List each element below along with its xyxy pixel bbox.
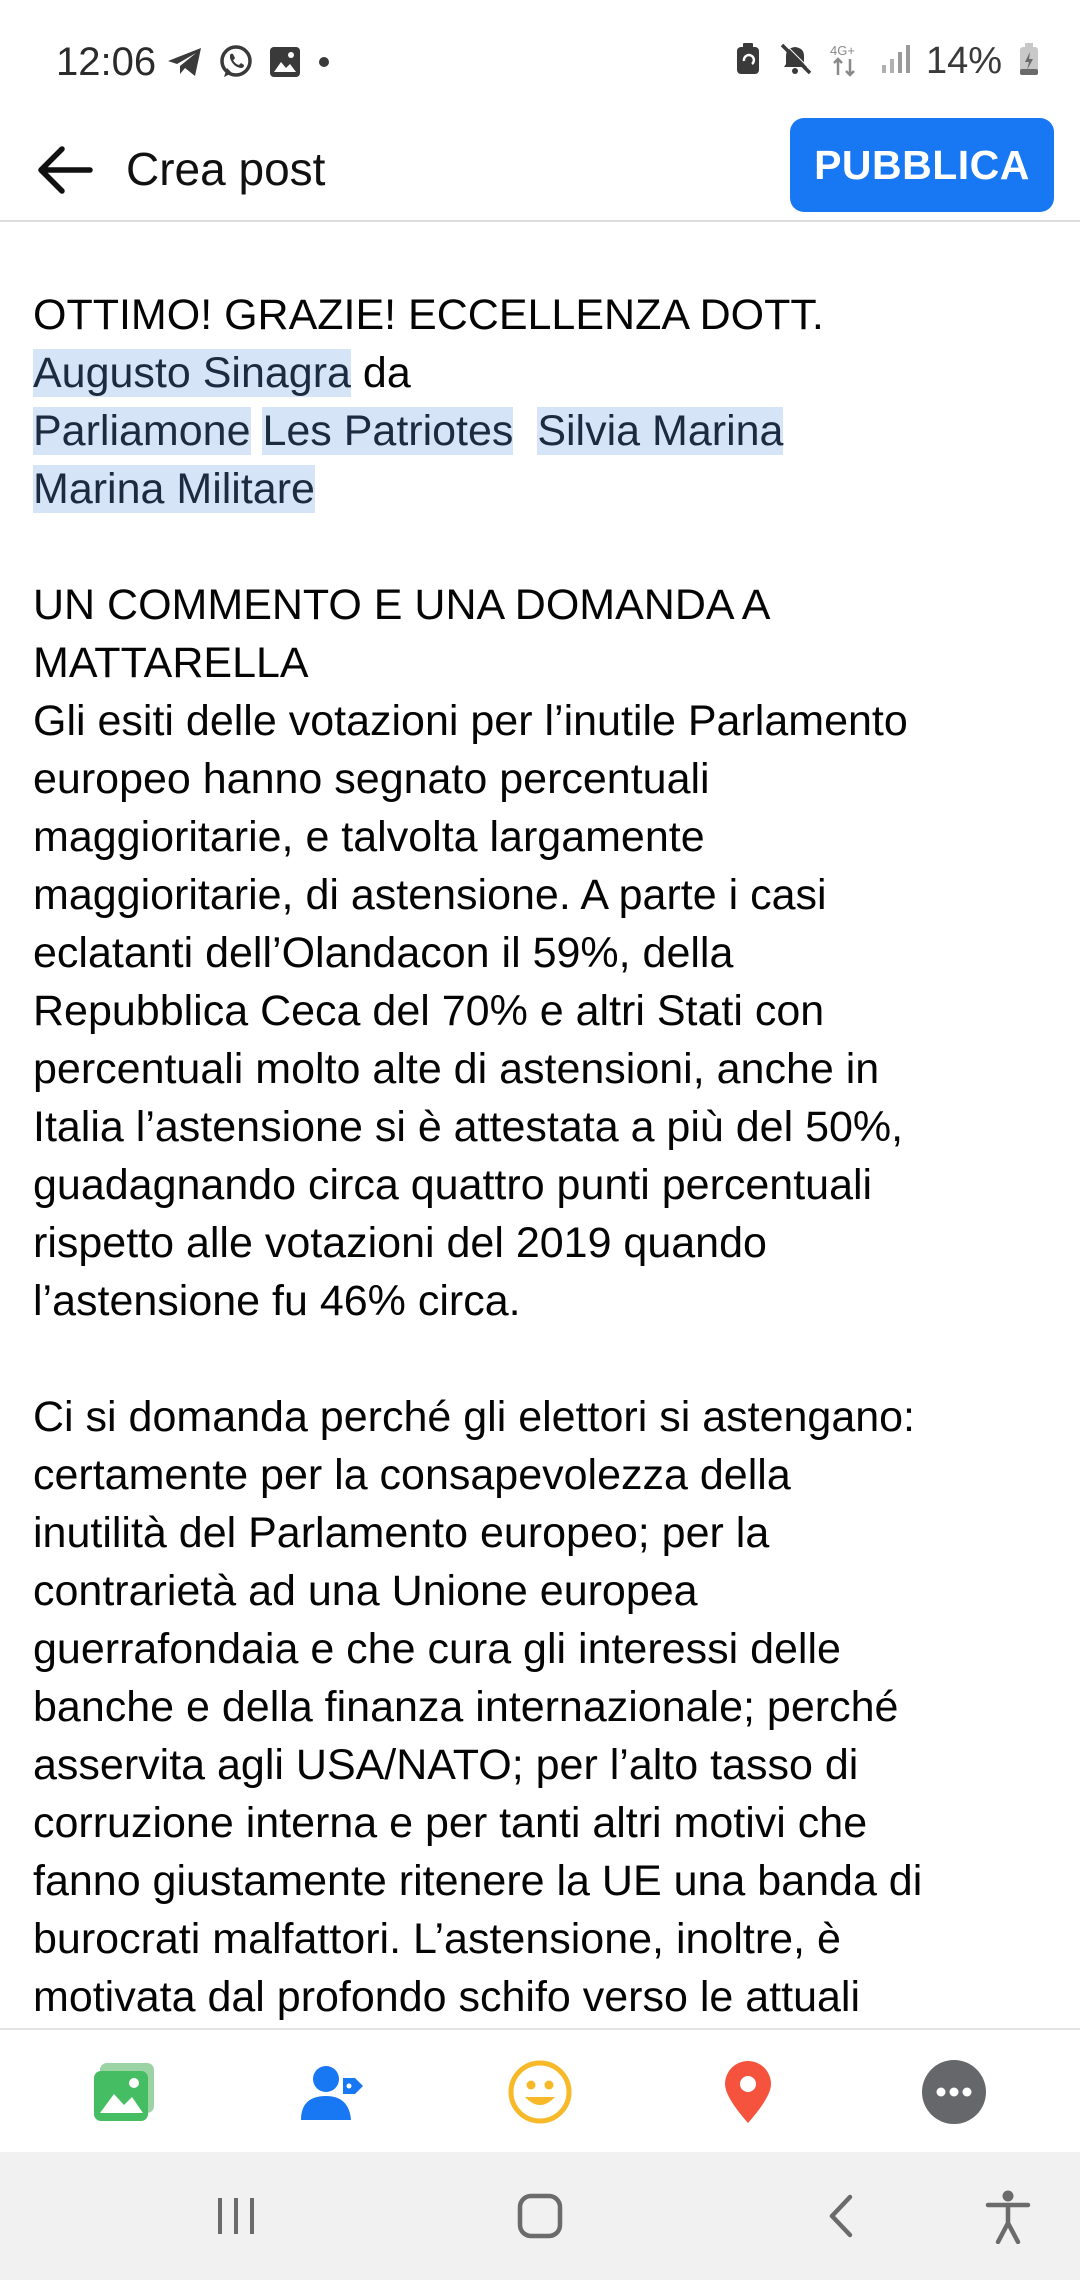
notification-icons: [166, 44, 332, 85]
post-line: guadagnando circa quattro punti percentuali: [33, 1161, 873, 1209]
post-line: percentuali molto alte di astensioni, anche in: [33, 1045, 880, 1093]
post-line: asservita agli USA/NATO; per l’alto tasso di: [33, 1741, 859, 1789]
post-line: guerrafondaia e che cura gli interessi delle: [33, 1625, 841, 1673]
svg-text:4G+: 4G+: [829, 43, 855, 58]
battery-icon: [1018, 42, 1040, 81]
post-line: maggioritarie, e talvolta largamente: [33, 813, 705, 861]
post-text-area[interactable]: [33, 286, 1053, 2026]
more-icon[interactable]: [920, 2058, 988, 2126]
post-line: maggioritarie, di astensione. A parte i casi: [33, 871, 827, 919]
battery-percentage: 14%: [925, 40, 1002, 82]
tag-people-icon[interactable]: [298, 2058, 366, 2126]
post-line: motivata dal profondo schifo verso le attuali: [33, 1973, 861, 2021]
4g-icon: [830, 41, 864, 82]
post-line: burocrati malfattori. L’astensione, inoltre, è: [33, 1915, 841, 1963]
photo-icon[interactable]: [90, 2058, 158, 2126]
signal-icon: [880, 43, 910, 80]
post-line: inutilità del Parlamento europeo; per la: [33, 1509, 770, 1557]
recent-apps-icon[interactable]: [204, 2184, 268, 2248]
post-line: [33, 402, 1053, 460]
post-line: fanno giustamente ritenere la UE una banda di: [33, 1857, 923, 1905]
telegram-icon: [166, 45, 204, 84]
post-line: Repubblica Ceca del 70% e altri Stati con: [33, 987, 825, 1035]
status-bar: [0, 0, 1080, 118]
post-line: contrarietà ad una Unione europea: [33, 1567, 698, 1615]
mention-tag[interactable]: Augusto Sinagra: [33, 349, 351, 397]
post-line: OTTIMO! GRAZIE! ECCELLENZA DOTT.: [33, 291, 824, 339]
publish-button[interactable]: PUBBLICA: [790, 118, 1054, 212]
back-button[interactable]: [26, 132, 102, 208]
post-line: [33, 344, 1053, 402]
post-line: [33, 460, 1053, 518]
post-line: Gli esiti delle votazioni per l’inutile Parlamento: [33, 697, 908, 745]
post-line: europeo hanno segnato percentuali: [33, 755, 710, 803]
post-line: l’astensione fu 46% circa.: [33, 1277, 521, 1325]
battery-saver-icon: [734, 42, 762, 81]
post-line: eclatanti dell’Olandacon il 59%, della: [33, 929, 734, 977]
mention-tag[interactable]: Les Patriotes: [262, 407, 514, 455]
dot-icon: [316, 54, 332, 75]
gallery-icon: [268, 45, 302, 84]
system-navigation-bar: [0, 2152, 1080, 2280]
whatsapp-icon: [218, 44, 254, 85]
mute-icon: [778, 41, 814, 82]
system-status-icons: [734, 40, 1040, 83]
post-line: rispetto alle votazioni del 2019 quando: [33, 1219, 767, 1267]
post-line: Italia l’astensione si è attestata a più del 50%,: [33, 1103, 904, 1151]
post-line: UN COMMENTO E UNA DOMANDA A: [33, 581, 771, 629]
post-line: Ci si domanda perché gli elettori si astengano:: [33, 1393, 916, 1441]
arrow-left-icon: [34, 144, 94, 196]
location-icon[interactable]: [714, 2058, 782, 2126]
mention-tag[interactable]: Parliamone: [33, 407, 251, 455]
accessibility-icon[interactable]: [976, 2184, 1040, 2248]
mention-tag[interactable]: Silvia Marina: [537, 407, 784, 455]
post-line: corruzione interna e per tanti altri motivi che: [33, 1799, 868, 1847]
post-line: certamente per la consapevolezza della: [33, 1451, 791, 1499]
post-line: MATTARELLA: [33, 639, 309, 687]
create-post-header: [0, 118, 1080, 222]
status-time: 12:06: [56, 40, 157, 84]
home-icon[interactable]: [508, 2184, 572, 2248]
post-line: banche e della finanza internazionale; perché: [33, 1683, 899, 1731]
mention-tag[interactable]: Marina Militare: [33, 465, 315, 513]
page-title: Crea post: [126, 143, 326, 195]
back-icon[interactable]: [808, 2184, 872, 2248]
feeling-icon[interactable]: [506, 2058, 574, 2126]
post-options-toolbar: [0, 2028, 1080, 2152]
post-word: da: [362, 349, 411, 397]
